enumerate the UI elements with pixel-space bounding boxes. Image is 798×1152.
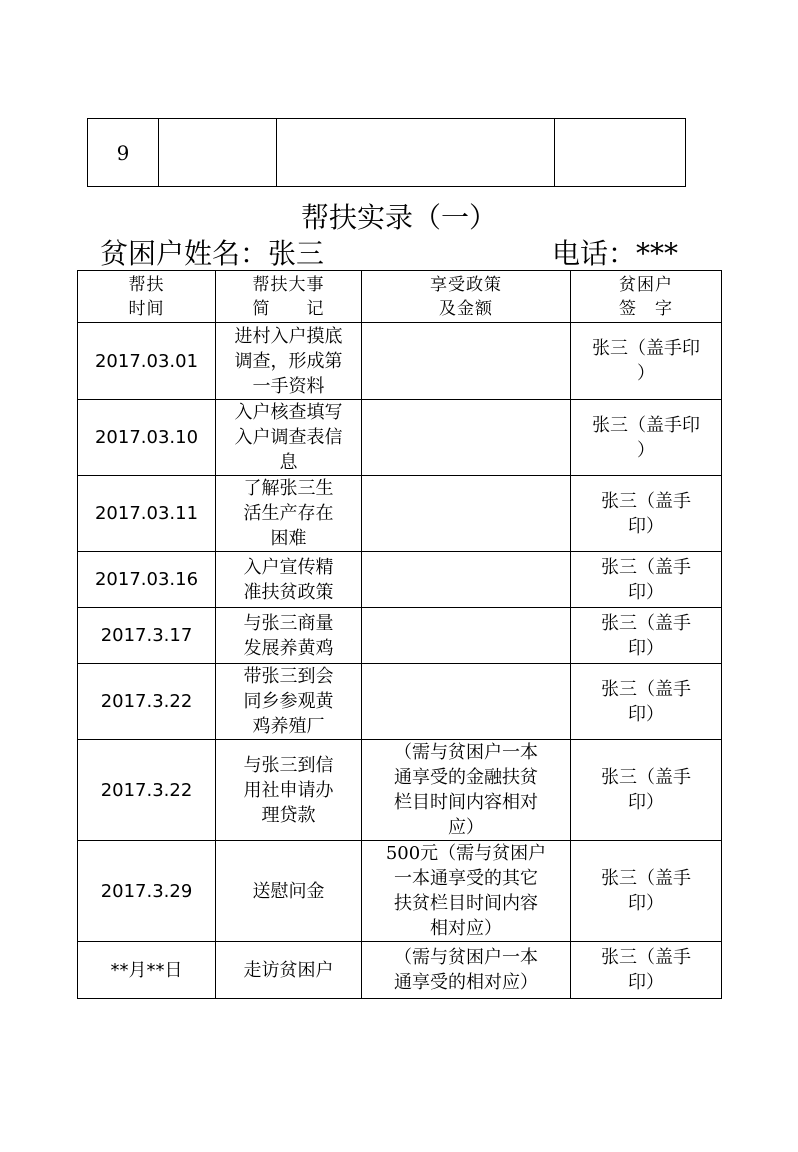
previous-page-table	[87, 118, 686, 187]
header-line: 帮扶大事	[252, 274, 325, 295]
date-cell: 2017.3.17	[78, 608, 216, 664]
signature-cell	[571, 552, 722, 608]
event-text: 与张三到信 用社申请办 理贷款	[243, 754, 334, 826]
signature-text: 张三（盖手 印）	[601, 556, 691, 603]
event-cell	[216, 740, 362, 841]
household-phone: 电话：***	[552, 237, 679, 270]
date-cell: 2017.03.16	[78, 552, 216, 608]
policy-cell	[362, 841, 571, 942]
policy-text: 500元（需与贫困户 一本通享受的其它 扶贫栏目时间内容 相对应）	[385, 843, 547, 939]
signature-text: 张三（盖手 印）	[601, 868, 691, 914]
table-row	[78, 608, 722, 664]
header-line: 签 字	[619, 298, 673, 319]
signature-cell	[571, 476, 722, 552]
header-line: 帮扶	[128, 274, 165, 295]
policy-text: （需与贫困户一本 通享受的金融扶贫 栏目时间内容相对 应）	[394, 742, 538, 838]
event-text: 与张三商量 发展养黄鸡	[243, 612, 334, 659]
table-header-row	[78, 271, 722, 323]
event-text: 送慰问金	[252, 880, 325, 902]
event-cell	[216, 608, 362, 664]
event-cell	[216, 552, 362, 608]
signature-cell	[571, 323, 722, 400]
row-number-cell: 9	[88, 119, 159, 187]
column-header-event	[216, 271, 362, 323]
table-row	[78, 323, 722, 400]
signature-cell	[571, 942, 722, 999]
table-row	[78, 400, 722, 476]
policy-cell	[362, 664, 571, 740]
signature-cell	[571, 664, 722, 740]
policy-cell	[362, 942, 571, 999]
table-row	[78, 552, 722, 608]
empty-cell	[555, 119, 686, 187]
policy-cell	[362, 740, 571, 841]
table-row	[78, 664, 722, 740]
signature-text: 张三（盖手 印）	[601, 490, 691, 537]
empty-cell	[159, 119, 277, 187]
policy-cell	[362, 476, 571, 552]
policy-cell	[362, 608, 571, 664]
date-cell: 2017.3.22	[78, 740, 216, 841]
empty-cell	[277, 119, 555, 187]
signature-cell	[571, 841, 722, 942]
policy-text: （需与贫困户一本 通享受的相对应）	[394, 947, 538, 993]
signature-text: 张三（盖手 印）	[601, 678, 691, 725]
signature-text: 张三（盖手印 ）	[592, 338, 700, 384]
signature-text: 张三（盖手 印）	[601, 767, 691, 813]
household-name: 贫困户姓名：张三	[100, 237, 325, 270]
assistance-record-table	[77, 270, 722, 999]
date-cell: 2017.3.22	[78, 664, 216, 740]
event-cell	[216, 476, 362, 552]
date-cell: 2017.03.11	[78, 476, 216, 552]
table-row	[78, 740, 722, 841]
table-row	[78, 476, 722, 552]
signature-cell	[571, 740, 722, 841]
policy-cell	[362, 400, 571, 476]
header-line: 简 记	[252, 298, 325, 319]
event-cell	[216, 323, 362, 400]
event-cell	[216, 841, 362, 942]
signature-text: 张三（盖手印 ）	[592, 414, 700, 461]
table-row	[78, 841, 722, 942]
header-line: 时间	[128, 298, 165, 319]
event-cell	[216, 664, 362, 740]
header-line: 及金额	[439, 298, 493, 319]
event-text: 了解张三生 活生产存在 困难	[243, 478, 334, 549]
table-row	[78, 942, 722, 999]
event-cell	[216, 942, 362, 999]
header-line: 享受政策	[430, 274, 502, 295]
table-row	[88, 119, 686, 187]
column-header-time	[78, 271, 216, 323]
date-cell: 2017.3.29	[78, 841, 216, 942]
event-text: 入户宣传精 准扶贫政策	[243, 556, 334, 603]
date-cell: **月**日	[78, 942, 216, 999]
event-text: 带张三到会 同乡参观黄 鸡养殖厂	[243, 666, 334, 737]
date-cell: 2017.03.10	[78, 400, 216, 476]
signature-cell	[571, 400, 722, 476]
page-title: 帮扶实录（一）	[300, 201, 497, 234]
policy-cell	[362, 323, 571, 400]
event-text: 进村入户摸底 调查，形成第 一手资料	[234, 325, 343, 397]
signature-text: 张三（盖手 印）	[601, 947, 691, 993]
signature-text: 张三（盖手 印）	[601, 612, 691, 659]
event-cell	[216, 400, 362, 476]
policy-cell	[362, 552, 571, 608]
event-text: 走访贫困户	[243, 959, 334, 981]
header-line: 贫困户	[619, 274, 673, 295]
date-cell: 2017.03.01	[78, 323, 216, 400]
event-text: 入户核查填写 入户调查表信 息	[234, 402, 343, 473]
column-header-signature	[571, 271, 722, 323]
column-header-policy	[362, 271, 571, 323]
signature-cell	[571, 608, 722, 664]
